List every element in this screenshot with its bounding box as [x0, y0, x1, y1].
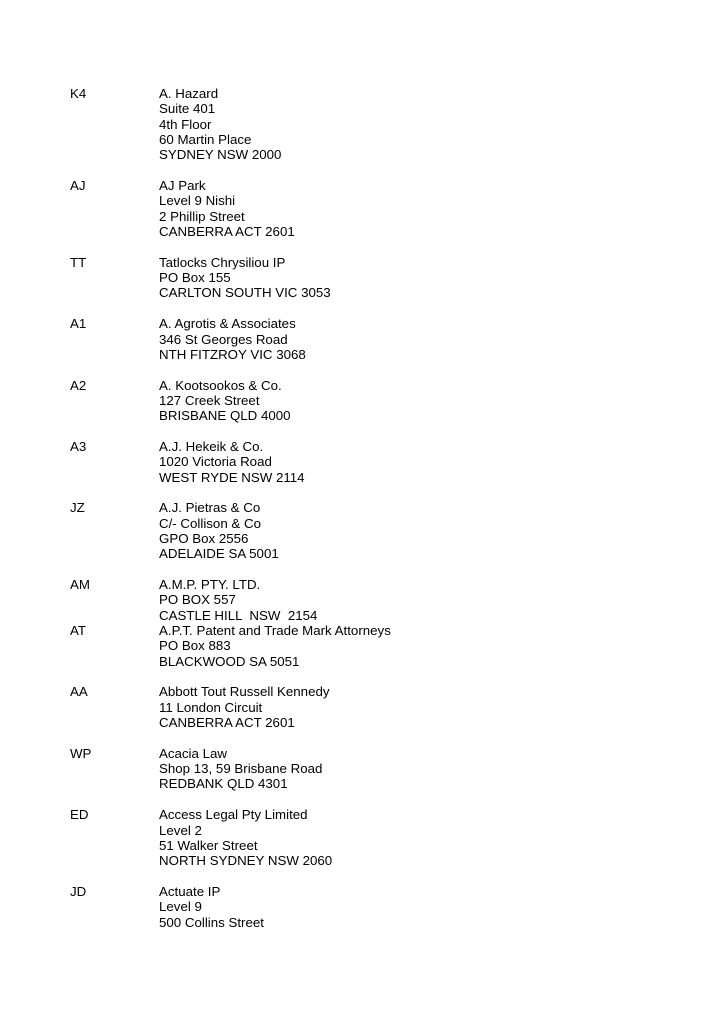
- address-line: A. Kootsookos & Co.: [159, 377, 282, 393]
- address-line: Shop 13, 59 Brisbane Road: [159, 761, 323, 777]
- directory-entry: [70, 807, 705, 868]
- entry-address: [159, 623, 705, 669]
- address-line: Access Legal Pty Limited: [159, 807, 308, 823]
- entry-code: JD: [70, 883, 87, 899]
- entry-address: [159, 577, 705, 623]
- address-line: Tatlocks Chrysiliou IP: [159, 254, 286, 270]
- address-line: Level 9: [159, 899, 202, 915]
- entry-code: JZ: [70, 500, 85, 516]
- entry-address: [159, 86, 705, 163]
- entry-address: [159, 500, 705, 561]
- address-line: REDBANK QLD 4301: [159, 776, 288, 792]
- address-line: 1020 Victoria Road: [159, 454, 272, 470]
- address-line: A.J. Pietras & Co: [159, 500, 261, 516]
- address-line: CANBERRA ACT 2601: [159, 715, 295, 731]
- address-line: CARLTON SOUTH VIC 3053: [159, 285, 331, 301]
- directory-entry: [70, 623, 705, 669]
- address-line: A.M.P. PTY. LTD.: [159, 577, 261, 592]
- entry-code: AM: [70, 577, 90, 592]
- entry-code: ED: [70, 807, 89, 823]
- address-line: 127 Creek Street: [159, 392, 260, 408]
- entry-address: [159, 807, 705, 868]
- directory-entry: [70, 178, 705, 239]
- entry-code: A3: [70, 438, 87, 454]
- entry-address: [159, 178, 705, 239]
- address-line: GPO Box 2556: [159, 530, 249, 546]
- entry-code: K4: [70, 86, 87, 101]
- address-line: CASTLE HILL NSW 2154: [159, 607, 318, 623]
- directory-entry: [70, 439, 705, 485]
- address-line: 2 Phillip Street: [159, 208, 245, 224]
- entry-address: [159, 439, 705, 485]
- address-line: BRISBANE QLD 4000: [159, 408, 291, 424]
- directory-entry: [70, 500, 705, 561]
- directory-entry: [70, 378, 705, 424]
- address-line: NORTH SYDNEY NSW 2060: [159, 853, 333, 869]
- entry-address: [159, 316, 705, 362]
- directory-entry: [70, 86, 705, 163]
- address-line: PO BOX 557: [159, 592, 236, 608]
- address-line: A.J. Hekeik & Co.: [159, 438, 264, 454]
- address-line: BLACKWOOD SA 5051: [159, 653, 300, 669]
- entry-code: TT: [70, 254, 87, 270]
- entry-address: [159, 746, 705, 792]
- address-line: Level 2: [159, 822, 202, 838]
- directory-entry: [70, 746, 705, 792]
- address-line: Level 9 Nishi: [159, 193, 236, 209]
- address-line: A. Agrotis & Associates: [159, 316, 296, 332]
- address-line: C/- Collison & Co: [159, 515, 261, 531]
- address-directory: [70, 86, 705, 930]
- address-line: AJ Park: [159, 178, 206, 194]
- entry-address: [159, 884, 705, 930]
- address-line: 346 St Georges Road: [159, 331, 288, 347]
- entry-address: [159, 255, 705, 301]
- address-line: 4th Floor: [159, 116, 212, 132]
- address-line: A.P.T. Patent and Trade Mark Attorneys: [159, 623, 391, 639]
- address-line: 11 London Circuit: [159, 699, 263, 715]
- address-line: Actuate IP: [159, 883, 221, 899]
- address-line: 60 Martin Place: [159, 132, 252, 148]
- address-line: A. Hazard: [159, 86, 219, 101]
- address-line: ADELAIDE SA 5001: [159, 546, 279, 562]
- address-line: 500 Collins Street: [159, 914, 264, 930]
- directory-entry: [70, 316, 705, 362]
- address-line: Abbott Tout Russell Kennedy: [159, 684, 330, 700]
- address-line: Suite 401: [159, 101, 216, 117]
- entry-code: AA: [70, 684, 88, 700]
- address-line: SYDNEY NSW 2000: [159, 147, 282, 163]
- entry-code: WP: [70, 745, 92, 761]
- directory-entry: [70, 884, 705, 930]
- entry-code: A1: [70, 316, 87, 332]
- entry-address: [159, 684, 705, 730]
- address-line: 51 Walker Street: [159, 837, 258, 853]
- directory-entry: [70, 684, 705, 730]
- address-line: CANBERRA ACT 2601: [159, 224, 295, 240]
- entry-code: AT: [70, 623, 87, 639]
- address-line: Acacia Law: [159, 745, 227, 761]
- directory-entry: [70, 577, 705, 623]
- address-line: NTH FITZROY VIC 3068: [159, 346, 306, 362]
- entry-code: A2: [70, 377, 87, 393]
- entry-address: [159, 378, 705, 424]
- address-line: PO Box 883: [159, 638, 231, 654]
- directory-entry: [70, 255, 705, 301]
- entry-code: AJ: [70, 178, 86, 194]
- address-line: PO Box 155: [159, 270, 231, 286]
- address-line: WEST RYDE NSW 2114: [159, 469, 305, 485]
